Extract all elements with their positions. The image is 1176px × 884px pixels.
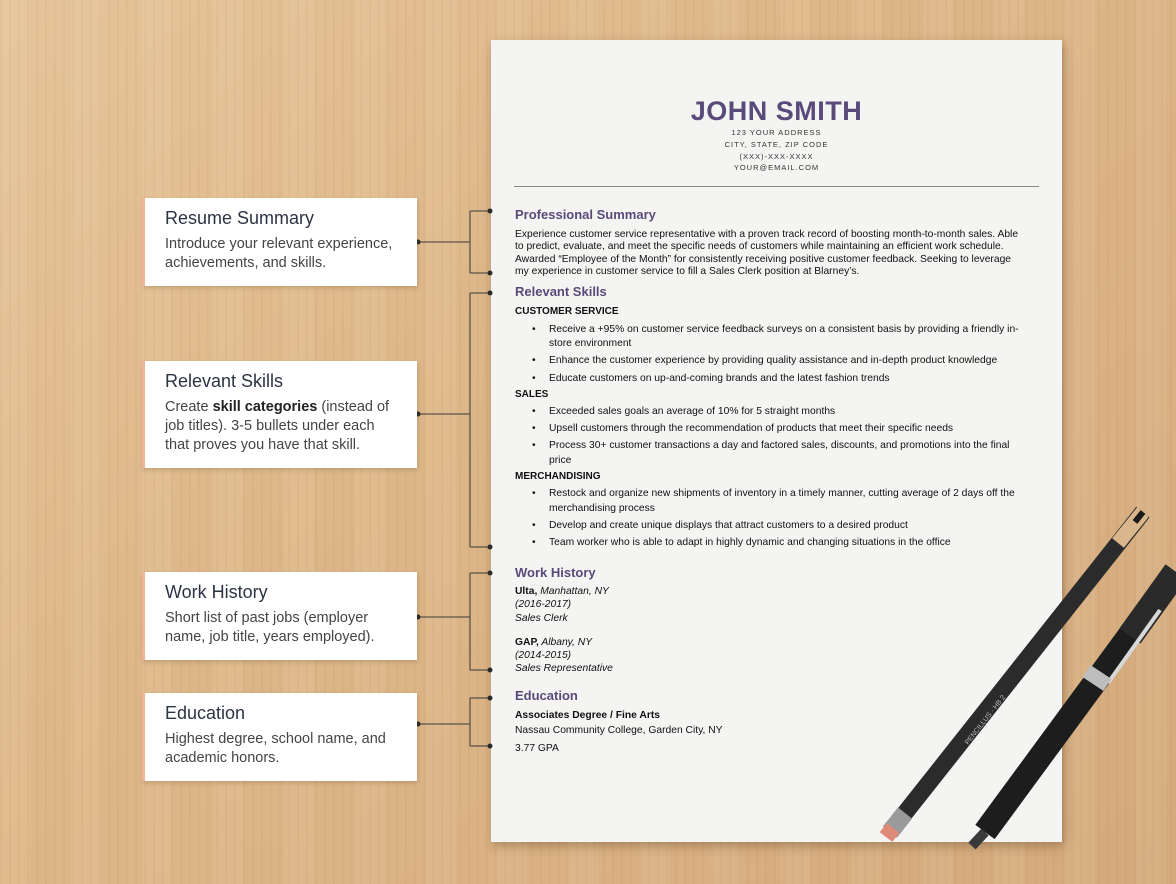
skill-bullet: • Team worker who is able to adapt in highly dynamic and changing situations in the office <box>549 535 1039 551</box>
resume-city: CITY, STATE, ZIP CODE <box>724 140 829 149</box>
callout-body-line: that proves you have that skill. <box>165 437 361 453</box>
job-location: Albany, NY <box>538 637 593 648</box>
job-title: Sales Representative <box>515 663 613 674</box>
skill-bullet: • Upsell customers through the recommendation of products that meet their specific needs <box>549 421 1039 437</box>
callout-title: Relevant Skills <box>165 371 284 391</box>
resume-name: JOHN SMITH <box>690 96 863 126</box>
callout-body-post: (instead of <box>317 399 390 415</box>
skill-bullet-cont-text: merchandising process <box>549 503 655 514</box>
job-title: Sales Clerk <box>515 613 568 624</box>
summary-line: my experience in customer service to fill a Sales Clerk position at Blarney’s. <box>515 266 860 278</box>
skill-bullet: • Develop and create unique displays that attract customers to a desired product <box>549 518 1039 534</box>
job-location: Manhattan, NY <box>537 586 609 597</box>
education-title: Education <box>515 688 578 703</box>
skill-bullet: • Restock and organize new shipments of inventory in a timely manner, cutting average of 2 days off the <box>549 486 1039 502</box>
skill-group-heading: MERCHANDISING <box>515 471 601 482</box>
callout-body-line: Short list of past jobs (employer <box>165 610 369 626</box>
skill-bullet-cont-text: price <box>549 455 572 466</box>
job-years: (2016-2017) <box>515 599 572 610</box>
callout-body-line: Introduce your relevant experience, <box>165 236 393 252</box>
callout-title: Resume Summary <box>165 208 315 228</box>
job-employer: GAP, <box>515 637 539 648</box>
callout-body-line: Highest degree, school name, and <box>165 731 386 747</box>
callout-body-line: job titles). 3-5 bullets under each <box>165 418 375 434</box>
summary-title: Professional Summary <box>515 207 656 222</box>
summary-line: Experience customer service representative with a proven track record of boosting month-to-month sales. Able <box>515 229 1019 240</box>
skills-title: Relevant Skills <box>515 284 607 299</box>
skill-group-heading: CUSTOMER SERVICE <box>515 306 619 317</box>
summary-line: Awarded “Employee of the Month” for consistently receiving positive customer feedback. Seeking to leverage <box>515 253 1012 265</box>
resume-phone: (XXX)-XXX-XXXX <box>739 152 814 161</box>
resume-address: 123 YOUR ADDRESS <box>731 128 822 137</box>
job-employer: Ulta, <box>515 586 538 597</box>
skill-bullet: • Enhance the customer experience by providing quality assistance and in-depth product knowledge <box>549 353 1039 369</box>
degree: Associates Degree / Fine Arts <box>515 710 660 721</box>
callout-body-pre: Create <box>165 399 213 415</box>
callout-title: Work History <box>165 582 268 602</box>
skill-bullet: • Process 30+ customer transactions a day and factored sales, discounts, and promotions into the final <box>549 438 1039 454</box>
job-years: (2014-2015) <box>515 650 572 661</box>
callout-body-line: academic honors. <box>165 750 280 766</box>
skill-bullet: • Exceeded sales goals an average of 10% for 5 straight months <box>549 404 1039 420</box>
skill-group-heading: SALES <box>515 389 549 400</box>
skill-bullet: • Receive a +95% on customer service feedback surveys on a consistent basis by providing a friendly in- <box>549 322 1039 338</box>
skill-bullet-cont-text: store environment <box>549 338 632 349</box>
pen-icon <box>972 572 1176 846</box>
callout-body-bold: skill categories <box>212 399 318 415</box>
callout-body-line: name, job title, years employed). <box>165 629 375 645</box>
resume-email: YOUR@EMAIL.COM <box>733 163 820 172</box>
pencil-label: PENCILLUS · HB 2 <box>964 694 1008 747</box>
skill-bullet: • Educate customers on up-and-coming brands and the latest fashion trends <box>549 371 1039 387</box>
work-title: Work History <box>515 565 596 580</box>
callout-body-line: achievements, and skills. <box>165 255 327 271</box>
gpa: 3.77 GPA <box>515 743 559 754</box>
summary-line: to predict, evaluate, and meet the specific needs of customers while maintaining an efficient work schedule. <box>515 241 1004 253</box>
callout-title: Education <box>165 703 246 723</box>
school: Nassau Community College, Garden City, NY <box>515 725 723 736</box>
